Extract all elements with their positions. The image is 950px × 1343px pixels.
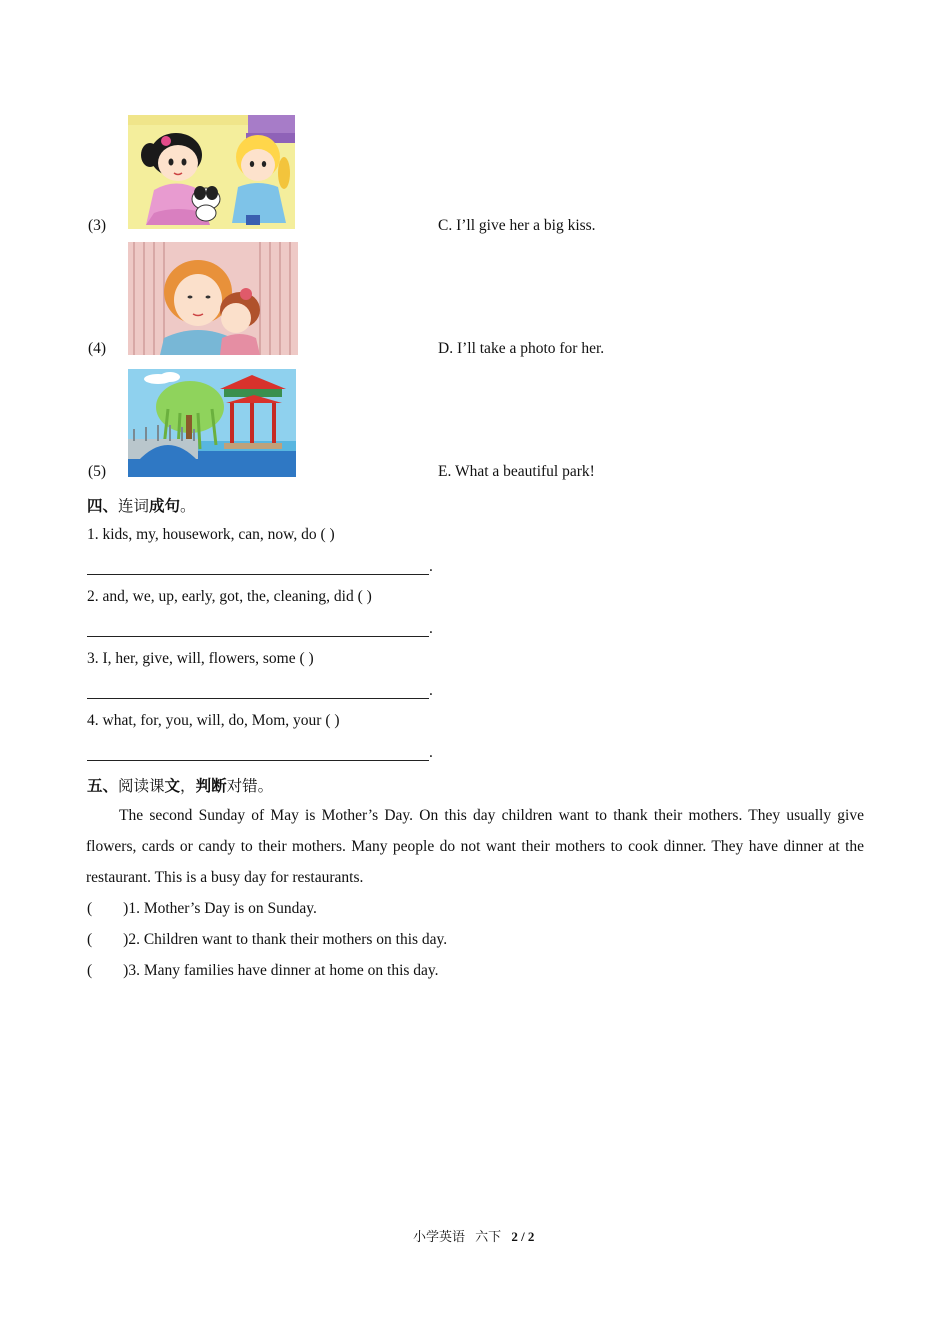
- item-number: (5): [88, 463, 107, 480]
- question-words: 2. and, we, up, early, got, the, cleaning, did: [87, 588, 354, 605]
- option-d: D. I’ll take a photo for her.: [438, 340, 605, 357]
- item-number: (3): [88, 217, 107, 234]
- judgement-paren[interactable]: ( ): [87, 962, 129, 979]
- reading-passage: The second Sunday of May is Mother’s Day. On this day children want to thank their mothers. They usually give flowers, cards or candy to their mothers. Many people do not want their mothers to cook dinner. They have dinner at the restaurant. This is a busy day for restaurants.: [86, 807, 864, 886]
- reorder-question: [87, 526, 335, 544]
- section-5-title-b: 文: [164, 778, 181, 795]
- option-c: C. I’ll give her a big kiss.: [438, 217, 596, 234]
- mother-kiss-illustration: [128, 242, 298, 355]
- judgement-item: [87, 900, 317, 918]
- line-end-period: .: [429, 558, 433, 575]
- item-number: (4): [88, 340, 107, 357]
- judgement-paren[interactable]: ( ): [87, 900, 129, 917]
- judgement-statement: 3. Many families have dinner at home on this day.: [128, 962, 439, 979]
- line-end-period: .: [429, 744, 433, 761]
- judgement-item: [87, 962, 439, 980]
- section-5-prefix: 五、: [87, 778, 119, 795]
- section-5-title-a: 阅读课: [118, 778, 165, 795]
- answer-paren[interactable]: ( ): [320, 526, 335, 543]
- answer-paren[interactable]: ( ): [357, 588, 372, 605]
- option-e: E. What a beautiful park!: [438, 463, 595, 480]
- judgement-paren[interactable]: ( ): [87, 931, 129, 948]
- line-end-period: .: [429, 682, 433, 699]
- footer-subject: 小学英语: [413, 1230, 466, 1245]
- question-words: 3. I, her, give, will, flowers, some: [87, 650, 296, 667]
- park-pavilion-illustration: [128, 369, 296, 477]
- answer-paren[interactable]: ( ): [325, 712, 340, 729]
- answer-paren[interactable]: ( ): [299, 650, 314, 667]
- reorder-question: [87, 588, 372, 606]
- section-5-title-e: 对错。: [226, 778, 274, 795]
- reorder-question: [87, 650, 314, 668]
- judgement-item: [87, 931, 447, 949]
- footer-page-number: 2 / 2: [511, 1229, 535, 1244]
- question-words: 1. kids, my, housework, can, now, do: [87, 526, 317, 543]
- line-end-period: .: [429, 620, 433, 637]
- section-4-title-c: 。: [180, 498, 196, 515]
- section-4-title-a: 连词: [118, 498, 150, 515]
- section-5-heading: [87, 774, 273, 796]
- section-5-title-d: 判断: [195, 778, 227, 795]
- answer-line[interactable]: [87, 574, 429, 575]
- section-5-title-c: ，: [180, 778, 196, 795]
- girls-with-puppy-illustration: [128, 115, 295, 229]
- footer-grade: 六下: [475, 1230, 502, 1245]
- answer-line[interactable]: [87, 760, 429, 761]
- answer-line[interactable]: [87, 698, 429, 699]
- section-4-heading: [87, 494, 196, 516]
- section-4-prefix: 四、: [87, 498, 119, 515]
- judgement-statement: 1. Mother’s Day is on Sunday.: [128, 900, 317, 917]
- reorder-question: [87, 712, 340, 730]
- page-footer: [413, 1226, 534, 1245]
- question-words: 4. what, for, you, will, do, Mom, your: [87, 712, 322, 729]
- answer-line[interactable]: [87, 636, 429, 637]
- judgement-statement: 2. Children want to thank their mothers on this day.: [128, 931, 448, 948]
- section-4-title-b: 成句: [149, 498, 181, 515]
